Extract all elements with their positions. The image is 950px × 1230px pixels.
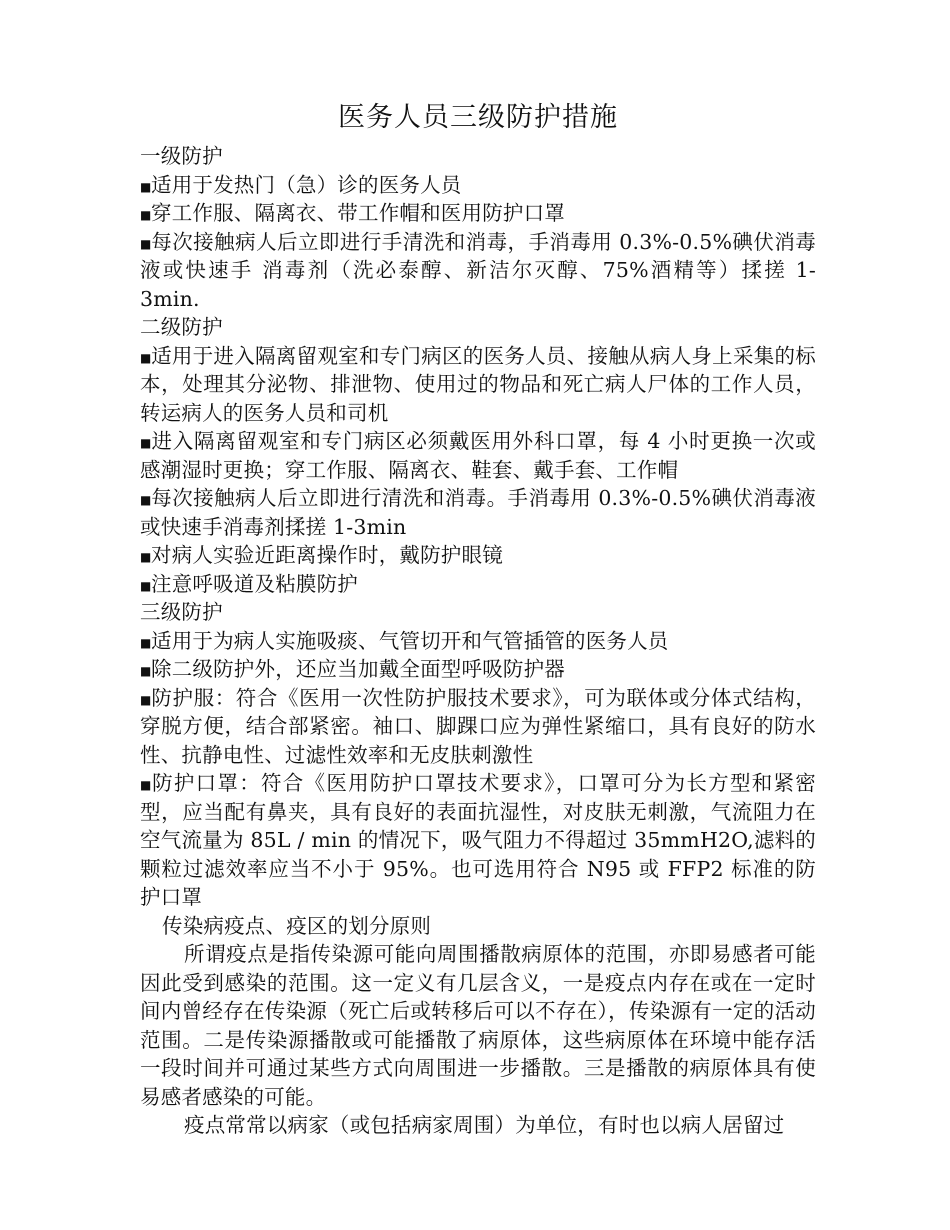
bullet-text: 进入隔离留观室和专门病区必须戴医用外科口罩，每 4 小时更换一次或感潮湿时更换；穿工作服、隔离衣、鞋套、戴手套、工作帽	[140, 429, 816, 482]
bullet-text: 除二级防护外，还应当加戴全面型呼吸防护器	[151, 657, 565, 681]
bullet-item	[140, 484, 816, 541]
bullet-text: 防护口罩：符合《医用防护口罩技术要求》，口罩可分为长方型和紧密型，应当配有鼻夹，具有良好的表面抗湿性，对皮肤无刺激，气流阻力在空气流量为 85L / min 的情况下，吸气阻力不得超过 35mmH2O,滤料的颗粒过滤效率应当不小于 95%。也可选用符合 N95 或 FFP2 标准的防护口罩	[140, 771, 816, 909]
bullet-text: 注意呼吸道及粘膜防护	[151, 571, 358, 596]
bullet-text: 每次接触病人后立即进行清洗和消毒。手消毒用 0.3%-0.5%碘伏消毒液或快速手消毒剂揉搓 1-3min	[140, 486, 816, 539]
section-heading-level-3: 三级防护	[140, 600, 223, 624]
page-title: 医务人员三级防护措施	[338, 102, 618, 133]
bullet-square-icon: ■	[140, 236, 152, 251]
bullet-square-icon: ■	[140, 493, 152, 507]
bullet-item	[140, 541, 816, 570]
bullet-square-icon: ■	[140, 635, 152, 650]
section-principles	[140, 912, 816, 1140]
bullet-item	[140, 684, 816, 770]
principles-heading: 传染病疫点、疫区的划分原则	[162, 913, 432, 938]
bullet-square-icon: ■	[140, 578, 152, 593]
bullet-item	[140, 171, 816, 200]
bullet-item	[140, 342, 816, 428]
bullet-item	[140, 199, 816, 228]
bullet-square-icon: ■	[140, 692, 152, 707]
section-level-3	[140, 598, 816, 912]
bullet-item	[140, 769, 816, 912]
bullet-square-icon: ■	[140, 778, 152, 792]
bullet-square-icon: ■	[140, 664, 152, 678]
bullet-square-icon: ■	[140, 550, 152, 564]
bullet-text: 适用于进入隔离留观室和专门病区的医务人员、接触从病人身上采集的标本，处理其分泌物、排泄物、使用过的物品和死亡病人尸体的工作人员，转运病人的医务人员和司机	[140, 343, 816, 425]
bullet-text: 防护服：符合《医用一次性防护服技术要求》，可为联体或分体式结构，穿脱方便，结合部紧密。袖口、脚踝口应为弹性紧缩口，具有良好的防水性、抗静电性、过滤性效率和无皮肤刺激性	[140, 685, 816, 767]
bullet-text: 适用于发热门（急）诊的医务人员	[151, 172, 462, 197]
body-paragraph: 所谓疫点是指传染源可能向周围播散病原体的范围，亦即易感者可能因此受到感染的范围。这一定义有几层含义，一是疫点内存在或在一定时间内曾经存在传染源（死亡后或转移后可以不存在），传染源有一定的活动范围。二是传染源播散或可能播散了病原体，这些病原体在环境中能存活一段时间并可通过某些方式向周围进一步播散。三是播散的病原体具有使易感者感染的可能。	[140, 942, 816, 1109]
bullet-square-icon: ■	[140, 179, 152, 194]
bullet-item	[140, 655, 816, 684]
section-level-2	[140, 313, 816, 598]
document-body	[140, 100, 816, 1140]
section-heading-level-1: 一级防护	[140, 144, 223, 168]
bullet-square-icon: ■	[140, 208, 152, 222]
bullet-text: 对病人实验近距离操作时，戴防护眼镜	[151, 543, 503, 567]
bullet-item	[140, 228, 816, 314]
bullet-square-icon: ■	[140, 436, 152, 450]
bullet-item	[140, 570, 816, 599]
section-level-1	[140, 142, 816, 313]
bullet-square-icon: ■	[140, 350, 152, 365]
bullet-item	[140, 627, 816, 656]
bullet-text: 每次接触病人后立即进行手清洗和消毒，手消毒用 0.3%-0.5%碘伏消毒液或快速手 消毒剂（洗必泰醇、新洁尔灭醇、75%酒精等）揉搓 1-3min.	[140, 229, 816, 311]
section-heading-level-2: 二级防护	[140, 315, 223, 339]
bullet-item	[140, 427, 816, 484]
body-paragraph: 疫点常常以病家（或包括病家周围）为单位，有时也以病人居留过	[184, 1113, 785, 1137]
bullet-text: 穿工作服、隔离衣、带工作帽和医用防护口罩	[151, 201, 565, 225]
bullet-text: 适用于为病人实施吸痰、气管切开和气管插管的医务人员	[151, 628, 669, 653]
